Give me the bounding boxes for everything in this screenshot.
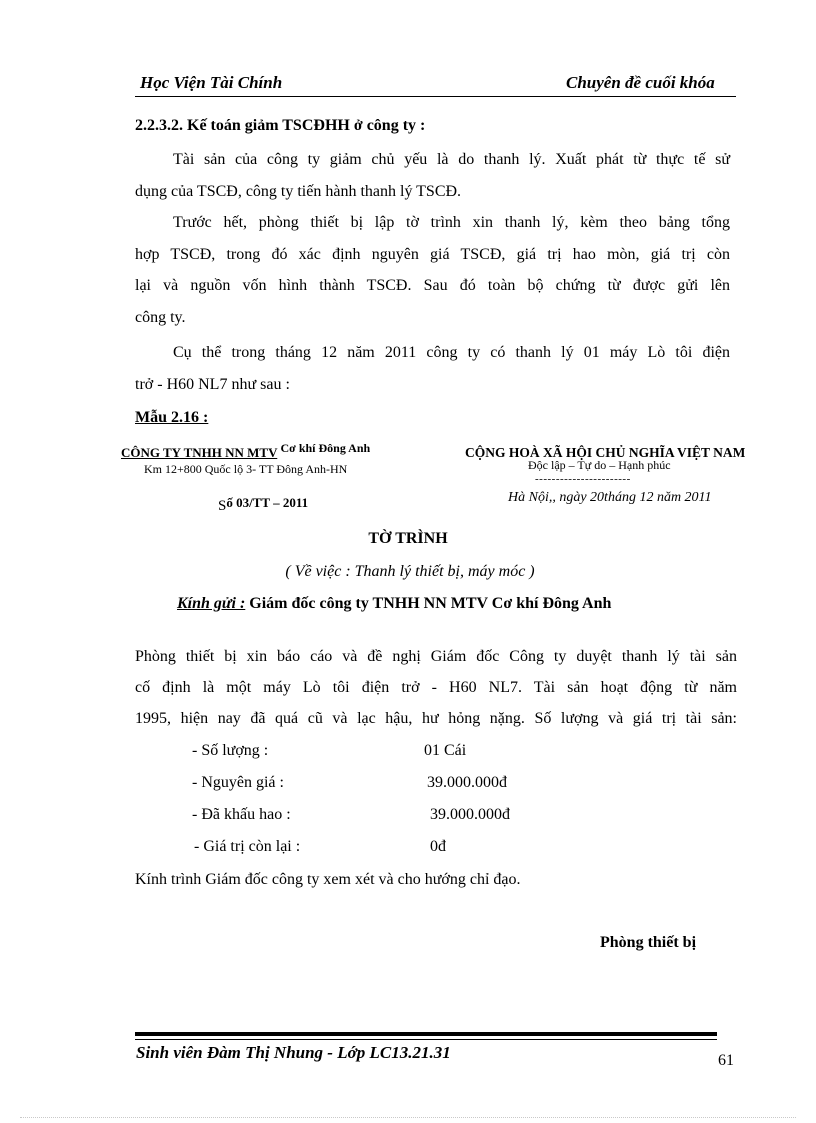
item-value: 0đ xyxy=(430,838,446,855)
company-name: Cơ khí Đông Anh xyxy=(280,441,371,455)
paragraph-1 xyxy=(135,144,730,207)
paragraph-line: công ty. xyxy=(135,308,186,326)
paragraph-line: hợp TSCĐ, trong đó xác định nguyên giá TSCĐ, giá trị hao mòn, giá trị còn xyxy=(135,245,730,263)
paragraph-line: trở - H60 NL7 như sau : xyxy=(135,375,290,393)
closing-line: Kính trình Giám đốc công ty xem xét và cho hướng chỉ đạo. xyxy=(135,871,521,888)
document-number-prefix: S xyxy=(218,498,227,514)
company-name-line xyxy=(121,441,371,461)
item-value: 01 Cái xyxy=(424,742,467,759)
document-number-value: ố 03/TT – 2011 xyxy=(226,495,309,510)
recipient-value: Giám đốc công ty TNHH NN MTV Cơ khí Đông Anh xyxy=(245,595,612,612)
motto: Độc lập – Tự do – Hạnh phúc xyxy=(528,458,671,472)
place-date: Hà Nội,, ngày 20tháng 12 năm 2011 xyxy=(508,490,712,505)
section-heading: 2.2.3.2. Kế toán giảm TSCĐHH ở công ty : xyxy=(135,117,426,134)
footer-rule-thin xyxy=(135,1039,717,1040)
document-number xyxy=(218,495,308,512)
document-title: TỜ TRÌNH xyxy=(368,530,448,547)
letter-body xyxy=(135,641,737,734)
header-rule xyxy=(135,96,736,97)
item-value: 39.000.000đ xyxy=(427,774,507,791)
company-prefix: CÔNG TY TNHH NN MTV xyxy=(121,445,278,460)
letter-body-line: Phòng thiết bị xin báo cáo và đề nghị Giám đốc Công ty duyệt thanh lý tài sản xyxy=(135,648,737,665)
header-right: Chuyên đề cuối khóa xyxy=(566,73,715,92)
item-label: - Nguyên giá : xyxy=(192,774,284,791)
paragraph-line: Tài sản của công ty giảm chủ yếu là do thanh lý. Xuất phát từ thực tế sử xyxy=(173,151,730,168)
letter-body-line: cố định là một máy Lò tôi điện trở - H60 NL7. Tài sản hoạt động từ năm xyxy=(135,679,737,696)
recipient-line xyxy=(177,595,611,613)
page-edge-rule xyxy=(20,1117,796,1118)
document-subject: ( Về việc : Thanh lý thiết bị, máy móc ) xyxy=(285,563,535,580)
signer: Phòng thiết bị xyxy=(600,934,697,951)
letter-body-line: 1995, hiện nay đã quá cũ và lạc hậu, hư hỏng nặng. Số lượng và giá trị tài sản: xyxy=(135,710,737,727)
recipient-label: Kính gửi : xyxy=(177,595,246,612)
paragraph-line: Trước hết, phòng thiết bị lập tờ trình xin thanh lý, kèm theo bảng tổng xyxy=(173,214,730,231)
paragraph-line: Cụ thể trong tháng 12 năm 2011 công ty có thanh lý 01 máy Lò tôi điện xyxy=(173,344,730,361)
paragraph-2 xyxy=(135,207,730,333)
motto-rule: ----------------------- xyxy=(535,473,631,485)
header-left: Học Viện Tài Chính xyxy=(140,73,283,92)
form-label: Mẫu 2.16 : xyxy=(135,409,209,426)
item-value: 39.000.000đ xyxy=(430,806,510,823)
paragraph-line: dụng của TSCĐ, công ty tiến hành thanh lý TSCĐ. xyxy=(135,182,462,200)
paragraph-line: lại và nguồn vốn hình thành TSCĐ. Sau đó toàn bộ chứng từ được gửi lên xyxy=(135,277,730,294)
company-address: Km 12+800 Quốc lộ 3- TT Đông Anh-HN xyxy=(144,462,348,476)
item-label: - Số lượng : xyxy=(192,742,269,759)
footer-rule-thick xyxy=(135,1032,717,1036)
paragraph-3 xyxy=(135,337,730,400)
page-number: 61 xyxy=(718,1052,734,1069)
item-label: - Giá trị còn lại : xyxy=(194,838,301,855)
item-label: - Đã khấu hao : xyxy=(192,806,291,823)
footer-author: Sinh viên Đàm Thị Nhung - Lớp LC13.21.31 xyxy=(136,1043,451,1062)
nation-title: CỘNG HOÀ XÃ HỘI CHỦ NGHĨA VIỆT NAM xyxy=(465,445,746,460)
